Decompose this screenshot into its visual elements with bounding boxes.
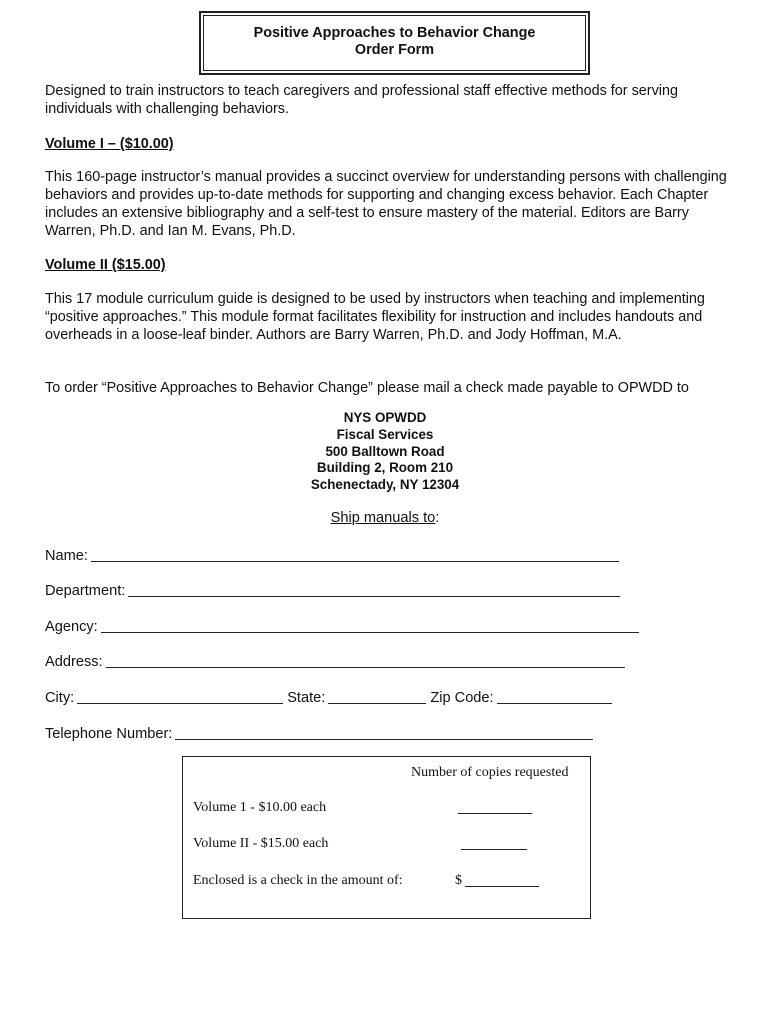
city-field[interactable] — [77, 689, 283, 704]
telephone-label: Telephone Number: — [45, 726, 173, 742]
dollar-sign: $ — [455, 873, 462, 888]
volume2-copies-field[interactable] — [461, 837, 527, 850]
ship-to-label: Ship manuals to — [330, 510, 436, 526]
ship-to-heading — [235, 509, 535, 527]
telephone-field[interactable] — [175, 725, 593, 740]
form-subtitle: Order Form — [354, 42, 435, 58]
order-instruction: To order “Positive Approaches to Behavior Change” please mail a check made payable to OPWDD to — [45, 380, 689, 396]
address-line-5: Schenectady, NY 12304 — [310, 477, 460, 493]
order-box — [182, 756, 591, 919]
address-field[interactable] — [106, 653, 625, 668]
department-row — [45, 580, 620, 600]
volume2-order-label: Volume II - $15.00 each — [193, 836, 329, 851]
address-line-1: NYS OPWDD — [343, 410, 427, 425]
name-label: Name: — [45, 548, 88, 564]
check-amount-label: Enclosed is a check in the amount of: — [193, 873, 403, 888]
city-state-zip-row — [45, 687, 612, 707]
agency-field[interactable] — [101, 618, 639, 633]
form-title: Positive Approaches to Behavior Change — [253, 25, 536, 41]
department-field[interactable] — [128, 582, 620, 597]
telephone-row — [45, 723, 593, 743]
agency-row — [45, 616, 639, 636]
address-row — [45, 651, 625, 671]
zip-field[interactable] — [497, 689, 612, 704]
volume1-heading: Volume I – ($10.00) — [45, 136, 174, 152]
zip-label: Zip Code: — [430, 690, 494, 706]
copies-header: Number of copies requested — [411, 765, 569, 780]
volume1-description: This 160-page instructor’s manual provides a succinct overview for understanding persons with challenging behaviors and provides up-to-date methods for supporting and changing excess behavior. Each Chapter includes an extensive bibliography and a self-test to ensure mastery of the material. Editors are Barry Warren, Ph.D. and Ian M. Evans, Ph.D. — [45, 169, 727, 239]
address-line-4: Building 2, Room 210 — [316, 460, 454, 476]
name-field[interactable] — [91, 547, 619, 562]
department-label: Department: — [45, 583, 126, 599]
volume1-copies-field[interactable] — [458, 801, 532, 814]
title-inner-frame — [203, 15, 586, 71]
address-line-3: 500 Balltown Road — [325, 443, 445, 459]
title-box — [199, 11, 590, 75]
intro-paragraph: Designed to train instructors to teach caregivers and professional staff effective methods for serving individuals with challenging behaviors. — [45, 83, 678, 117]
address-line-2: Fiscal Services — [336, 426, 434, 442]
name-row — [45, 545, 619, 565]
volume2-heading: Volume II ($15.00) — [45, 257, 166, 273]
volume1-order-label: Volume 1 - $10.00 each — [193, 800, 327, 815]
volume2-description: This 17 module curriculum guide is designed to be used by instructors when teaching and implementing “positive approaches.” This module format facilitates flexibility for instruction and includes handouts and overheads in a loose-leaf binder. Authors are Barry Warren, Ph.D. and Jody Hoffman, M.A. — [45, 291, 705, 343]
mailing-address — [235, 410, 535, 494]
state-label: State: — [287, 690, 326, 706]
address-label: Address: — [45, 654, 103, 670]
state-field[interactable] — [328, 689, 426, 704]
check-amount-field[interactable] — [465, 874, 539, 887]
ship-to-colon: : — [435, 510, 440, 526]
city-label: City: — [45, 690, 75, 706]
agency-label: Agency: — [45, 619, 98, 635]
